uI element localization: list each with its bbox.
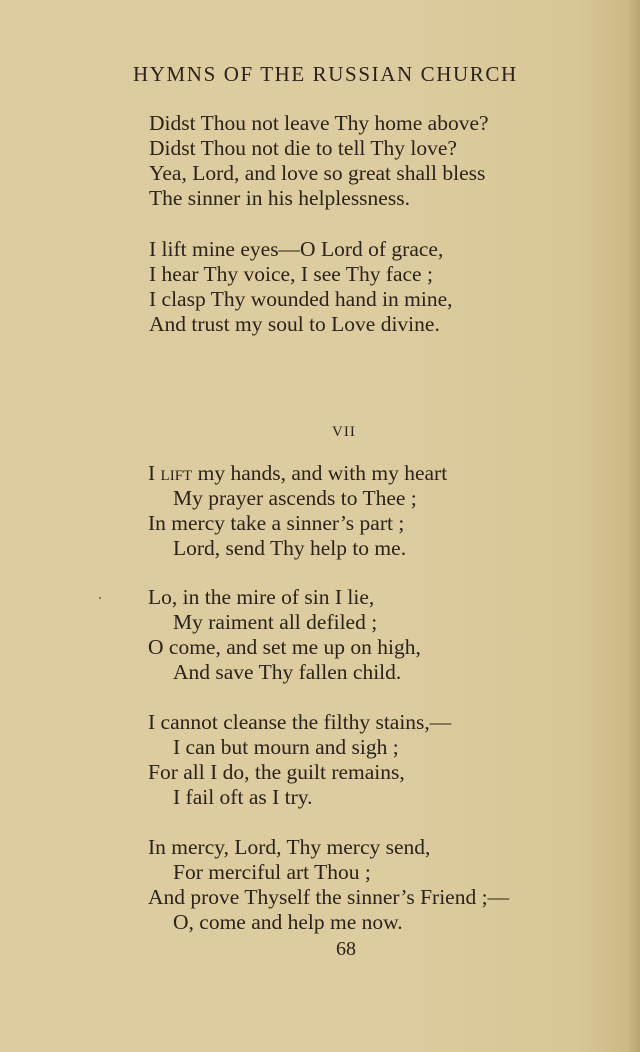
verse-line-opening — [148, 463, 447, 485]
verse-line: I can but mourn and sigh ; — [173, 735, 399, 759]
verse-line: I clasp Thy wounded hand in mine, — [149, 287, 453, 311]
opening-smallcaps: lift — [160, 461, 193, 485]
verse-line: The sinner in his helplessness. — [149, 186, 410, 210]
verse-line: And trust my soul to Love divine. — [149, 312, 440, 336]
opening-initial: I — [148, 461, 156, 485]
verse-line: My raiment all defiled ; — [173, 610, 378, 634]
section-numeral: VII — [332, 424, 356, 440]
opening-rest: my hands, and with my heart — [192, 461, 448, 485]
verse-line: In mercy, Lord, Thy mercy send, — [148, 835, 431, 859]
verse-line: I hear Thy voice, I see Thy face ; — [149, 262, 433, 286]
verse-line: I fail oft as I try. — [173, 785, 313, 809]
verse-line: Yea, Lord, and love so great shall bless — [149, 161, 486, 185]
verse-line: And save Thy fallen child. — [173, 660, 402, 684]
verse-line: O, come and help me now. — [173, 910, 403, 934]
verse-line: Didst Thou not leave Thy home above? — [149, 111, 489, 135]
verse-line: In mercy take a sinner’s part ; — [148, 511, 405, 535]
verse-line: Lord, send Thy help to me. — [173, 536, 407, 560]
page-number: 68 — [336, 938, 356, 960]
verse-line: O come, and set me up on high, — [148, 635, 421, 659]
verse-line: And prove Thyself the sinner’s Friend ;— — [148, 885, 510, 909]
verse-line: For merciful art Thou ; — [173, 860, 371, 884]
verse-line: For all I do, the guilt remains, — [148, 760, 405, 784]
paper-speck — [99, 597, 101, 599]
verse-line: Lo, in the mire of sin I lie, — [148, 585, 375, 609]
verse-line: I lift mine eyes—O Lord of grace, — [149, 237, 444, 261]
running-header: HYMNS OF THE RUSSIAN CHURCH — [133, 62, 518, 86]
verse-line: My prayer ascends to Thee ; — [173, 486, 417, 510]
verse-line: I cannot cleanse the filthy stains,— — [148, 710, 452, 734]
verse-line: Didst Thou not die to tell Thy love? — [149, 136, 457, 160]
